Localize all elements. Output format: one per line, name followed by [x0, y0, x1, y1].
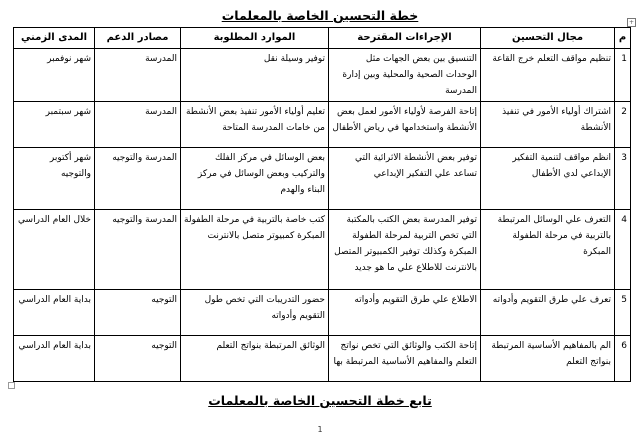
- improvement-area-cell: تنظيم مواقف التعلم خرج القاعة: [481, 49, 615, 102]
- support-sources-cell: التوجيه: [95, 290, 181, 336]
- support-sources-cell: المدرسة: [95, 49, 181, 102]
- continuation-title: تابع خطة التحسين الخاصة بالمعلمات: [208, 393, 432, 408]
- required-resources-cell: كتب خاصة بالتربية في مرحلة الطفولة المبكرة كمبيوتر متصل بالانترنت: [181, 210, 329, 290]
- improvement-area-cell: الم بالمفاهيم الأساسية المرتبطة بنواتج التعلم: [481, 336, 615, 382]
- timeframe-cell: شهر سبتمبر: [14, 102, 95, 148]
- document-title: خطة التحسين الخاصة بالمعلمات: [221, 8, 419, 23]
- table-row: [14, 290, 631, 336]
- proposed-actions-cell: التنسيق بين بعض الجهات مثل الوحدات الصحية والمحلية وبين إدارة المدرسة: [329, 49, 481, 102]
- proposed-actions-cell: توفير المدرسة بعض الكتب بالمكتبة التي تخص التربية لمرحلة الطفولة المبكرة وكذلك توفير الكمبيوتر المتصل بالانترنت للاطلاع علي ما هو جديد: [329, 210, 481, 290]
- required-resources-cell: بعض الوسائل في مركز الفلك والتركيب وبعض الوسائل في مركز البناء والهدم: [181, 148, 329, 210]
- support-sources-cell: المدرسة والتوجيه: [95, 210, 181, 290]
- proposed-actions-cell: إتاحة الفرصة لأولياء الأمور لعمل بعض الأنشطة واستخدامها في رياض الأطفال: [329, 102, 481, 148]
- table-row: [14, 102, 631, 148]
- required-resources-cell: الوثائق المرتبطة بنواتج التعلم: [181, 336, 329, 382]
- row-number: 1: [615, 49, 631, 102]
- table-move-handle-icon[interactable]: +: [628, 19, 635, 26]
- timeframe-cell: خلال العام الدراسي: [14, 210, 95, 290]
- required-resources-cell: تعليم أولياء الأمور تنفيذ بعض الأنشطة من خامات المدرسة المتاحة: [181, 102, 329, 148]
- required-resources-cell: حضور التدريبات التي تخص طول التقويم وأدواته: [181, 290, 329, 336]
- row-number: 2: [615, 102, 631, 148]
- timeframe-cell: بداية العام الدراسي: [14, 290, 95, 336]
- page-number: 1: [317, 425, 323, 434]
- support-sources-cell: المدرسة والتوجيه: [95, 148, 181, 210]
- header-proposed-actions: الإجراءات المقترحة: [329, 28, 481, 49]
- table-row: [14, 49, 631, 102]
- proposed-actions-cell: توفير بعض الأنشطة الاثرائية التي تساعد علي التفكير الإبداعي: [329, 148, 481, 210]
- timeframe-cell: بداية العام الدراسي: [14, 336, 95, 382]
- header-timeframe: المدى الزمني: [14, 28, 95, 49]
- paragraph-marker-icon: [8, 382, 15, 389]
- row-number: 5: [615, 290, 631, 336]
- row-number: 6: [615, 336, 631, 382]
- timeframe-cell: شهر أكتوبر والتوجيه: [14, 148, 95, 210]
- improvement-area-cell: تعرف علي طرق التقويم وأدواته: [481, 290, 615, 336]
- proposed-actions-cell: الاطلاع علي طرق التقويم وأدواته: [329, 290, 481, 336]
- row-number: 3: [615, 148, 631, 210]
- timeframe-cell: شهر نوفمبر: [14, 49, 95, 102]
- improvement-area-cell: التعرف علي الوسائل المرتبطة بالتربية في مرحلة الطفولة المبكرة: [481, 210, 615, 290]
- table-row: [14, 210, 631, 290]
- required-resources-cell: توفير وسيلة نقل: [181, 49, 329, 102]
- header-support-sources: مصادر الدعم: [95, 28, 181, 49]
- table-row: [14, 336, 631, 382]
- header-required-resources: الموارد المطلوبة: [181, 28, 329, 49]
- table-header-row: [14, 28, 631, 49]
- improvement-plan-table: [13, 27, 631, 382]
- row-number: 4: [615, 210, 631, 290]
- support-sources-cell: التوجيه: [95, 336, 181, 382]
- header-number: م: [615, 28, 631, 49]
- proposed-actions-cell: إتاحة الكتب والوثائق التي تخص نواتج التعلم والمفاهيم الأساسية المرتبطة بها: [329, 336, 481, 382]
- improvement-area-cell: انظم مواقف لتنمية التفكير الإبداعي لدي الأطفال: [481, 148, 615, 210]
- header-improvement-area: مجال التحسين: [481, 28, 615, 49]
- support-sources-cell: المدرسة: [95, 102, 181, 148]
- table-row: [14, 148, 631, 210]
- improvement-area-cell: اشتراك أولياء الأمور في تنفيذ الأنشطة: [481, 102, 615, 148]
